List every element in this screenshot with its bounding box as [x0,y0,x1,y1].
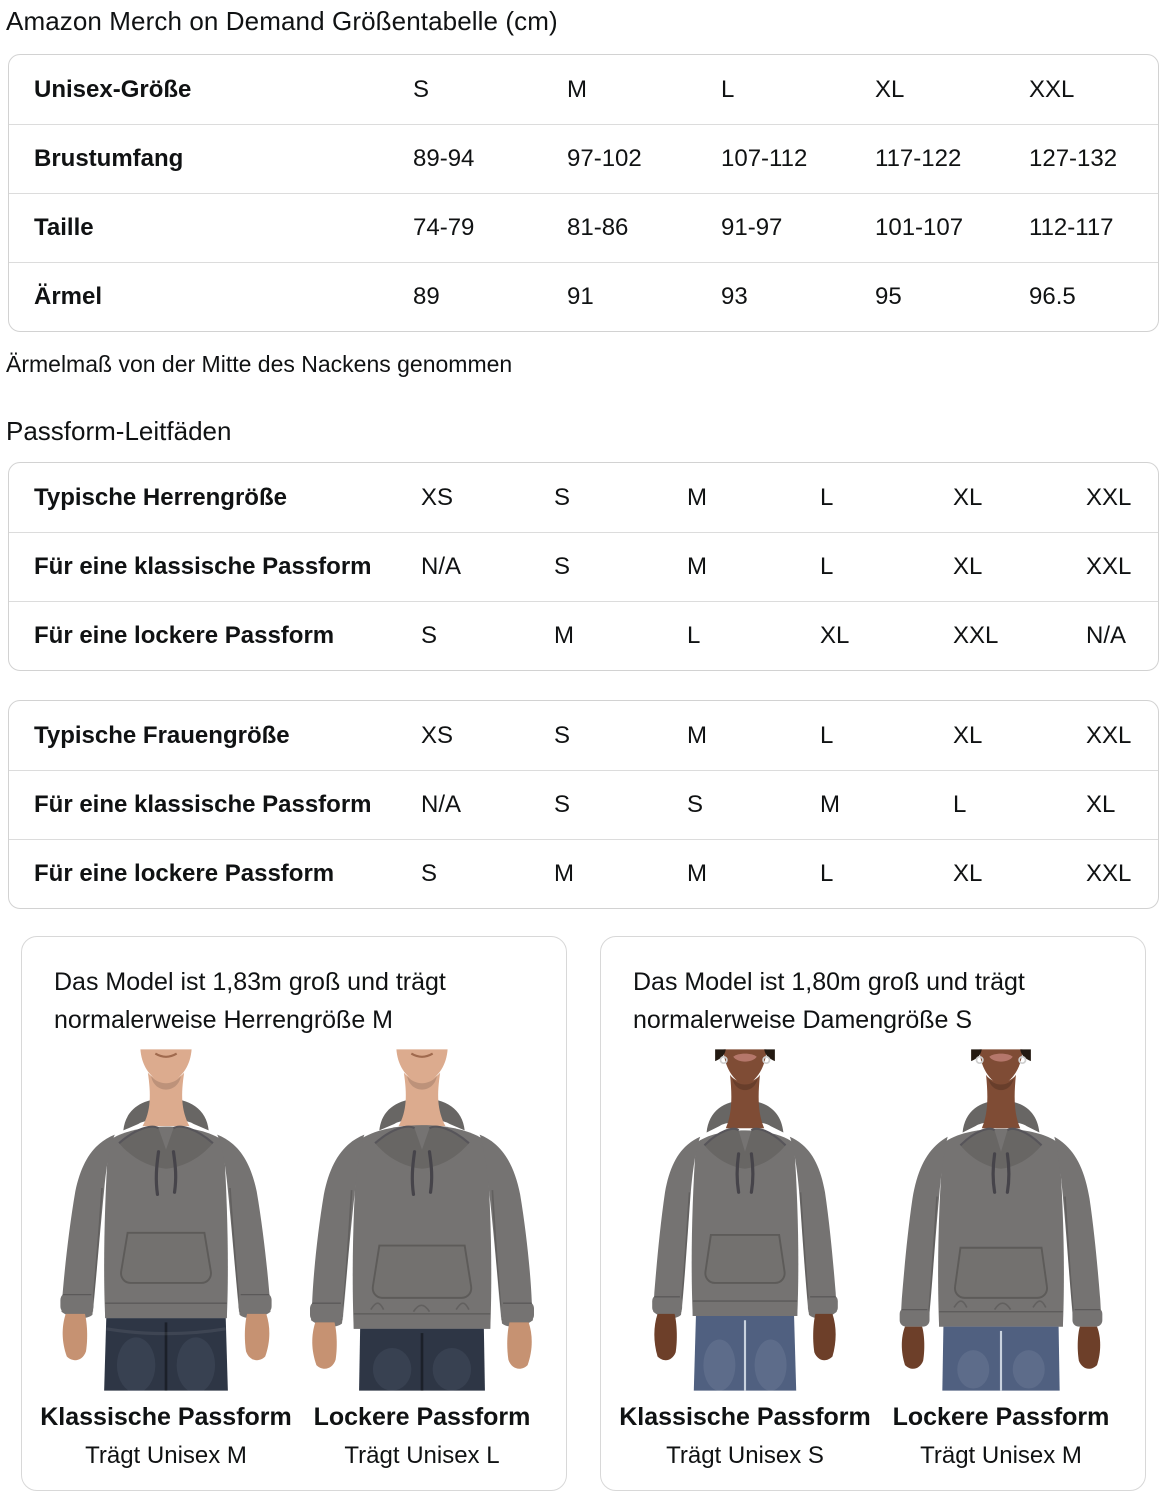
row-label: Typische Herrengröße [34,483,287,511]
size-cell: XXL [1086,860,1132,887]
size-cell: M [687,553,707,580]
table-row [9,124,1158,193]
size-cell: XL [820,622,850,649]
kangaroo-pocket [373,1246,471,1298]
jeans [359,1329,485,1391]
size-cell: XL [953,553,983,580]
table-row [9,463,1158,532]
size-cell: XXL [1086,721,1132,749]
size-cell: XL [875,75,905,103]
size-cell: XXL [1086,553,1132,580]
head-and-neck [396,1049,447,1126]
mens-loose-model-image [294,1049,550,1391]
page-title: Amazon Merch on Demand Größentabelle (cm) [6,6,558,36]
size-cell: XXL [1086,483,1132,511]
measure-cell: 93 [721,283,748,310]
fit-label: Lockere Passform [313,1403,531,1431]
row-label: Brustumfang [34,145,184,172]
mens-model-description: Das Model ist 1,83m groß und trägt normalerweise Herrengröße M [54,968,446,1034]
size-cell: S [554,483,571,511]
model-cards-row [0,936,1167,1491]
womens-fit-table [8,700,1159,909]
worn-size-label: Trägt Unisex L [344,1442,500,1469]
size-cell: M [554,860,574,887]
fit-label: Klassische Passform [40,1403,292,1431]
worn-size-label: Trägt Unisex M [85,1442,247,1469]
size-cell: S [421,622,438,649]
womens-loose-model-image [873,1049,1129,1391]
size-cell: XS [421,483,454,511]
size-cell: S [554,553,571,580]
size-cell: M [567,75,587,103]
measure-cell: 101-107 [875,214,964,241]
size-cell: L [721,75,735,103]
mens-model-card [21,936,567,1491]
row-label: Für eine klassische Passform [34,553,372,580]
size-cell: S [554,791,571,818]
size-cell: S [687,791,704,818]
size-cell: M [687,721,707,749]
size-cell: M [554,622,574,649]
row-label: Für eine klassische Passform [34,791,372,818]
table-row [9,532,1158,601]
size-cell: S [554,721,571,749]
womens-model-images [617,1049,1129,1470]
kangaroo-pocket [121,1233,211,1283]
measure-cell: 112-117 [1029,214,1114,241]
size-cell: XL [953,483,983,511]
unisex-size-table [8,54,1159,332]
mens-classic-fit-figure [38,1049,294,1470]
size-cell: L [820,483,834,511]
table-row [9,701,1158,770]
sleeve-measure-note: Ärmelmaß von der Mitte des Nackens genommen [6,351,513,377]
mens-classic-model-image [38,1049,294,1391]
womens-model-card [600,936,1146,1491]
size-cell: L [820,721,834,749]
row-label: Typische Frauengröße [34,721,290,749]
row-label: Für eine lockere Passform [34,860,335,887]
measure-cell: 89 [413,283,440,310]
mens-model-images [38,1049,550,1470]
jeans [942,1327,1059,1391]
size-cell: M [687,860,707,887]
measure-cell: 97-102 [567,145,642,172]
worn-size-label: Trägt Unisex M [920,1442,1082,1469]
size-cell: L [687,622,701,649]
size-cell: XL [953,860,983,887]
womens-classic-model-image [617,1049,873,1391]
size-cell: L [953,791,967,818]
size-cell: M [820,791,840,818]
size-cell: XS [421,721,454,749]
measure-cell: 117-122 [875,145,962,172]
measure-cell: 81-86 [567,214,629,241]
size-cell: N/A [421,791,462,818]
mens-fit-table [8,462,1159,671]
size-cell: XL [1086,791,1116,818]
table-row [9,601,1158,670]
size-cell: S [421,860,438,887]
size-cell: N/A [1086,622,1127,649]
row-label: Unisex-Größe [34,75,192,103]
table-row [9,262,1158,331]
row-label: Ärmel [34,283,103,310]
measure-cell: 96.5 [1029,283,1076,310]
size-cell: N/A [421,553,462,580]
row-label: Taille [34,214,94,241]
table-row [9,193,1158,262]
head-and-neck [140,1049,191,1126]
size-cell: XXL [1029,75,1075,103]
kangaroo-pocket [705,1235,784,1283]
worn-size-label: Trägt Unisex S [666,1442,824,1469]
size-cell: L [820,860,834,887]
kangaroo-pocket [955,1248,1047,1298]
table-row [9,839,1158,908]
fit-guides-title: Passform-Leitfäden [6,416,232,446]
measure-cell: 107-112 [721,145,808,172]
size-cell: XL [953,721,983,749]
size-cell: S [413,75,430,103]
measure-cell: 74-79 [413,214,475,241]
size-cell: XXL [953,622,999,649]
jeans [104,1318,228,1391]
size-cell: M [687,483,707,511]
jeans [694,1316,796,1391]
womens-classic-fit-figure [617,1049,873,1470]
fit-label: Lockere Passform [892,1403,1110,1431]
mens-loose-fit-figure [294,1049,550,1470]
table-row [9,55,1158,124]
measure-cell: 127-132 [1029,145,1118,172]
measure-cell: 89-94 [413,145,475,172]
row-label: Für eine lockere Passform [34,622,335,649]
womens-loose-fit-figure [873,1049,1129,1470]
table-row [9,770,1158,839]
size-cell: L [820,553,834,580]
measure-cell: 91-97 [721,214,783,241]
fit-label: Klassische Passform [619,1403,871,1431]
measure-cell: 91 [567,283,594,310]
measure-cell: 95 [875,283,902,310]
womens-model-description: Das Model ist 1,80m groß und trägt normalerweise Damengröße S [633,968,1025,1034]
